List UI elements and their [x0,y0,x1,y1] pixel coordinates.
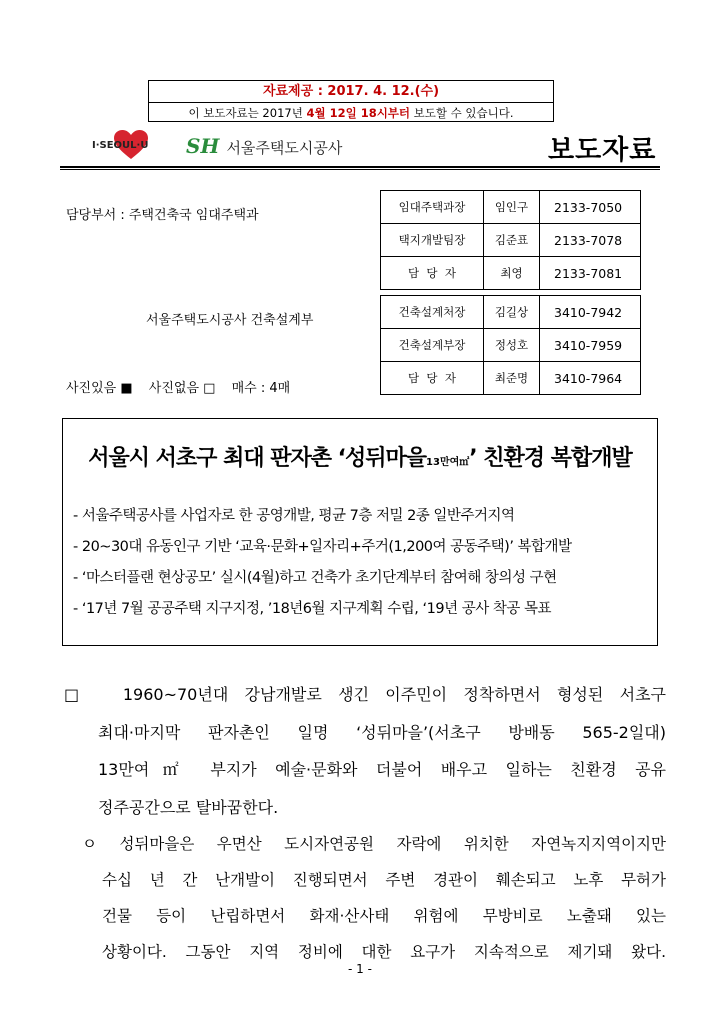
embargo-date: 4월 12일 18시부터 [306,106,411,120]
contact-row [381,296,641,329]
embargo-pre: 이 보도자료는 2017년 [188,106,307,120]
summary-item: - 서울주택공사를 사업자로 한 공영개발, 평균 7층 저밀 2종 일반주거지역 [73,508,515,524]
headline [63,441,657,472]
circle-bullet: ㅇ [82,835,97,853]
contact-row [381,257,641,290]
header-rule [60,166,660,168]
headline-main: 서울시 서초구 최대 판자촌 ‘성뒤마을 [88,446,427,471]
body-line: ㅇ 성뒤마을은 우면산 도시자연공원 자락에 위치한 자연녹지지역이지만 [82,835,666,853]
headline-box [62,418,658,646]
contact-table [380,190,641,395]
contact-name: 김준표 [484,224,540,257]
body-line: 정주공간으로 탈바꿈한다. [98,797,279,817]
sh-logo [186,134,342,158]
seoul-slogan: I·SEOUL·U [92,140,149,151]
contact-row [381,224,641,257]
contact-phone: 2133-7078 [540,224,641,257]
contact-row [381,329,641,362]
embargo-post: 보도할 수 있습니다. [410,106,514,120]
release-date: 자료제공 : 2017. 4. 12.(수) [149,81,553,103]
body-line: □ 1960~70년대 강남개발로 생긴 이주민이 정착하면서 형성된 서초구 [64,685,666,704]
release-info-box [148,80,554,122]
iseoulu-logo [92,130,172,160]
body-line: 13만여㎡ 부지가 예술·문화와 더불어 배우고 일하는 친환경 공유 [98,760,666,779]
contact-row [381,362,641,395]
summary-item: - ‘17년 7월 공공주택 지구지정, ’18년6월 지구계획 수립, ‘19년 공사 착공 목표 [73,601,551,617]
body-line: 최대·마지막 판자촌인 일명 ‘성뒤마을’(서초구 방배동 565-2일대) [98,722,666,742]
summary-item: - 20~30대 유동인구 기반 ‘교육·문화+일자리+주거(1,200여 공동주택)’ 복합개발 [73,539,572,555]
contact-title: 담 당 자 [381,362,484,395]
contact-title: 담 당 자 [381,257,484,290]
summary-item: - ‘마스터플랜 현상공모’ 실시(4월)하고 건축가 초기단계부터 참여해 창의성 구현 [73,570,557,586]
body-line: 상황이다. 그동안 지역 정비에 대한 요구가 지속적으로 제기돼 왔다. [102,943,666,961]
contact-name: 최영 [484,257,540,290]
contact-name: 김길상 [484,296,540,329]
contact-name: 임인구 [484,191,540,224]
embargo-notice [149,103,553,123]
sh-company-name: 서울주택도시공사 [226,139,343,157]
department-2: 서울주택도시공사 건축설계부 [146,313,314,328]
contact-title: 택지개발팀장 [381,224,484,257]
body-paragraph-2 [82,826,666,970]
photo-info [66,377,302,396]
body-line: 수십 년 간 난개발이 진행되면서 주변 경관이 훼손되고 노후 무허가 [102,871,666,889]
sh-mark: SH [186,134,220,158]
header-rule-thin [60,169,660,170]
page-count: 매수 : 4매 [231,381,291,396]
contact-title: 건축설계처장 [381,296,484,329]
body-line: 건물 등이 난립하면서 화재·산사태 위험에 무방비로 노출돼 있는 [102,907,666,925]
photo-no: 사진없음 □ [148,381,216,396]
contact-row [381,191,641,224]
contact-phone: 3410-7964 [540,362,641,395]
contact-phone: 2133-7050 [540,191,641,224]
contact-phone: 3410-7959 [540,329,641,362]
summary-list [73,501,572,625]
photo-yes: 사진있음 ■ [66,381,133,396]
page-number: - 1 - [348,962,372,976]
contact-phone: 2133-7081 [540,257,641,290]
department-1: 담당부서 : 주택건축국 임대주택과 [66,208,259,223]
contact-phone: 3410-7942 [540,296,641,329]
headline-tail: ’ 친환경 복합개발 [469,446,632,471]
headline-area: 13만여㎡ [426,457,470,468]
contact-title: 건축설계부장 [381,329,484,362]
contact-name: 정성호 [484,329,540,362]
square-bullet: □ [64,685,91,704]
contact-title: 임대주택과장 [381,191,484,224]
press-release-title: 보도자료 [548,135,657,166]
body-paragraph-1 [64,676,666,826]
contact-name: 최준명 [484,362,540,395]
